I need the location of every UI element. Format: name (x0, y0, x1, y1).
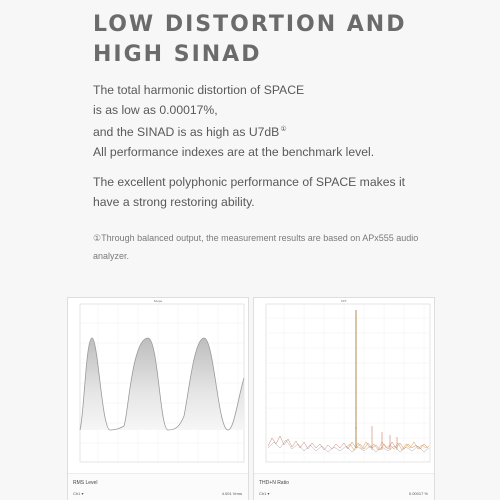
scope-title: Scope (153, 299, 163, 303)
svg-text:·: · (282, 464, 283, 468)
svg-text:·: · (236, 464, 237, 468)
thdn-ratio-value: 0.00017 % (408, 491, 428, 496)
performance-line-4: All performance indexes are at the benchmark level. (93, 145, 375, 160)
polyphonic-line-2: have a strong restoring ability. (93, 195, 255, 209)
footnote-marker: ① (280, 126, 287, 133)
svg-text:·: · (96, 464, 97, 468)
fft-plot (254, 298, 436, 473)
svg-text:·: · (342, 464, 343, 468)
fft-title: FFT (341, 299, 347, 303)
performance-paragraph (93, 80, 374, 162)
fft-panel (253, 297, 435, 500)
svg-text:·: · (136, 464, 137, 468)
svg-text:·: · (302, 464, 303, 468)
svg-text:·: · (216, 464, 217, 468)
polyphonic-line-1: The excellent polyphonic performance of SPACE makes it (93, 175, 406, 189)
polyphonic-paragraph (93, 172, 405, 212)
scope-axis-ticks (96, 464, 237, 468)
headline-line-2: HIGH SINAD (93, 42, 262, 67)
sinad-text: and the SINAD is as high as U7dB (93, 125, 280, 140)
fft-footer (254, 473, 434, 500)
rms-channel-select[interactable]: Ch1 ▾ (73, 491, 84, 496)
svg-text:·: · (116, 464, 117, 468)
svg-text:·: · (196, 464, 197, 468)
scope-plot (68, 298, 250, 473)
rms-level-label: RMS Level (73, 480, 98, 486)
svg-text:·: · (176, 464, 177, 468)
performance-line-3 (93, 120, 374, 142)
thdn-ratio-label: THD+N Ratio (259, 480, 289, 486)
scope-panel (67, 297, 249, 500)
svg-text:·: · (322, 464, 323, 468)
fft-plot-area (266, 304, 430, 462)
svg-text:·: · (422, 464, 423, 468)
thdn-channel-select[interactable]: Ch1 ▾ (259, 491, 270, 496)
footnote-line-1: ①Through balanced output, the measurement results are based on APx555 audio (93, 233, 419, 243)
performance-line-1: The total harmonic distortion of SPACE (93, 83, 305, 97)
headline-line-1: LOW DISTORTION AND (93, 12, 407, 37)
scope-footer (68, 473, 248, 500)
headline (93, 10, 406, 70)
svg-text:·: · (362, 464, 363, 468)
performance-line-2: is as low as 0.00017%, (93, 103, 218, 117)
fft-axis-ticks (282, 464, 423, 468)
svg-text:·: · (156, 464, 157, 468)
svg-text:·: · (382, 464, 383, 468)
rms-level-value: 4.001 Vrms (221, 491, 242, 496)
svg-text:·: · (402, 464, 403, 468)
footnote-line-2: analyzer. (93, 251, 130, 261)
footnote (93, 229, 418, 265)
